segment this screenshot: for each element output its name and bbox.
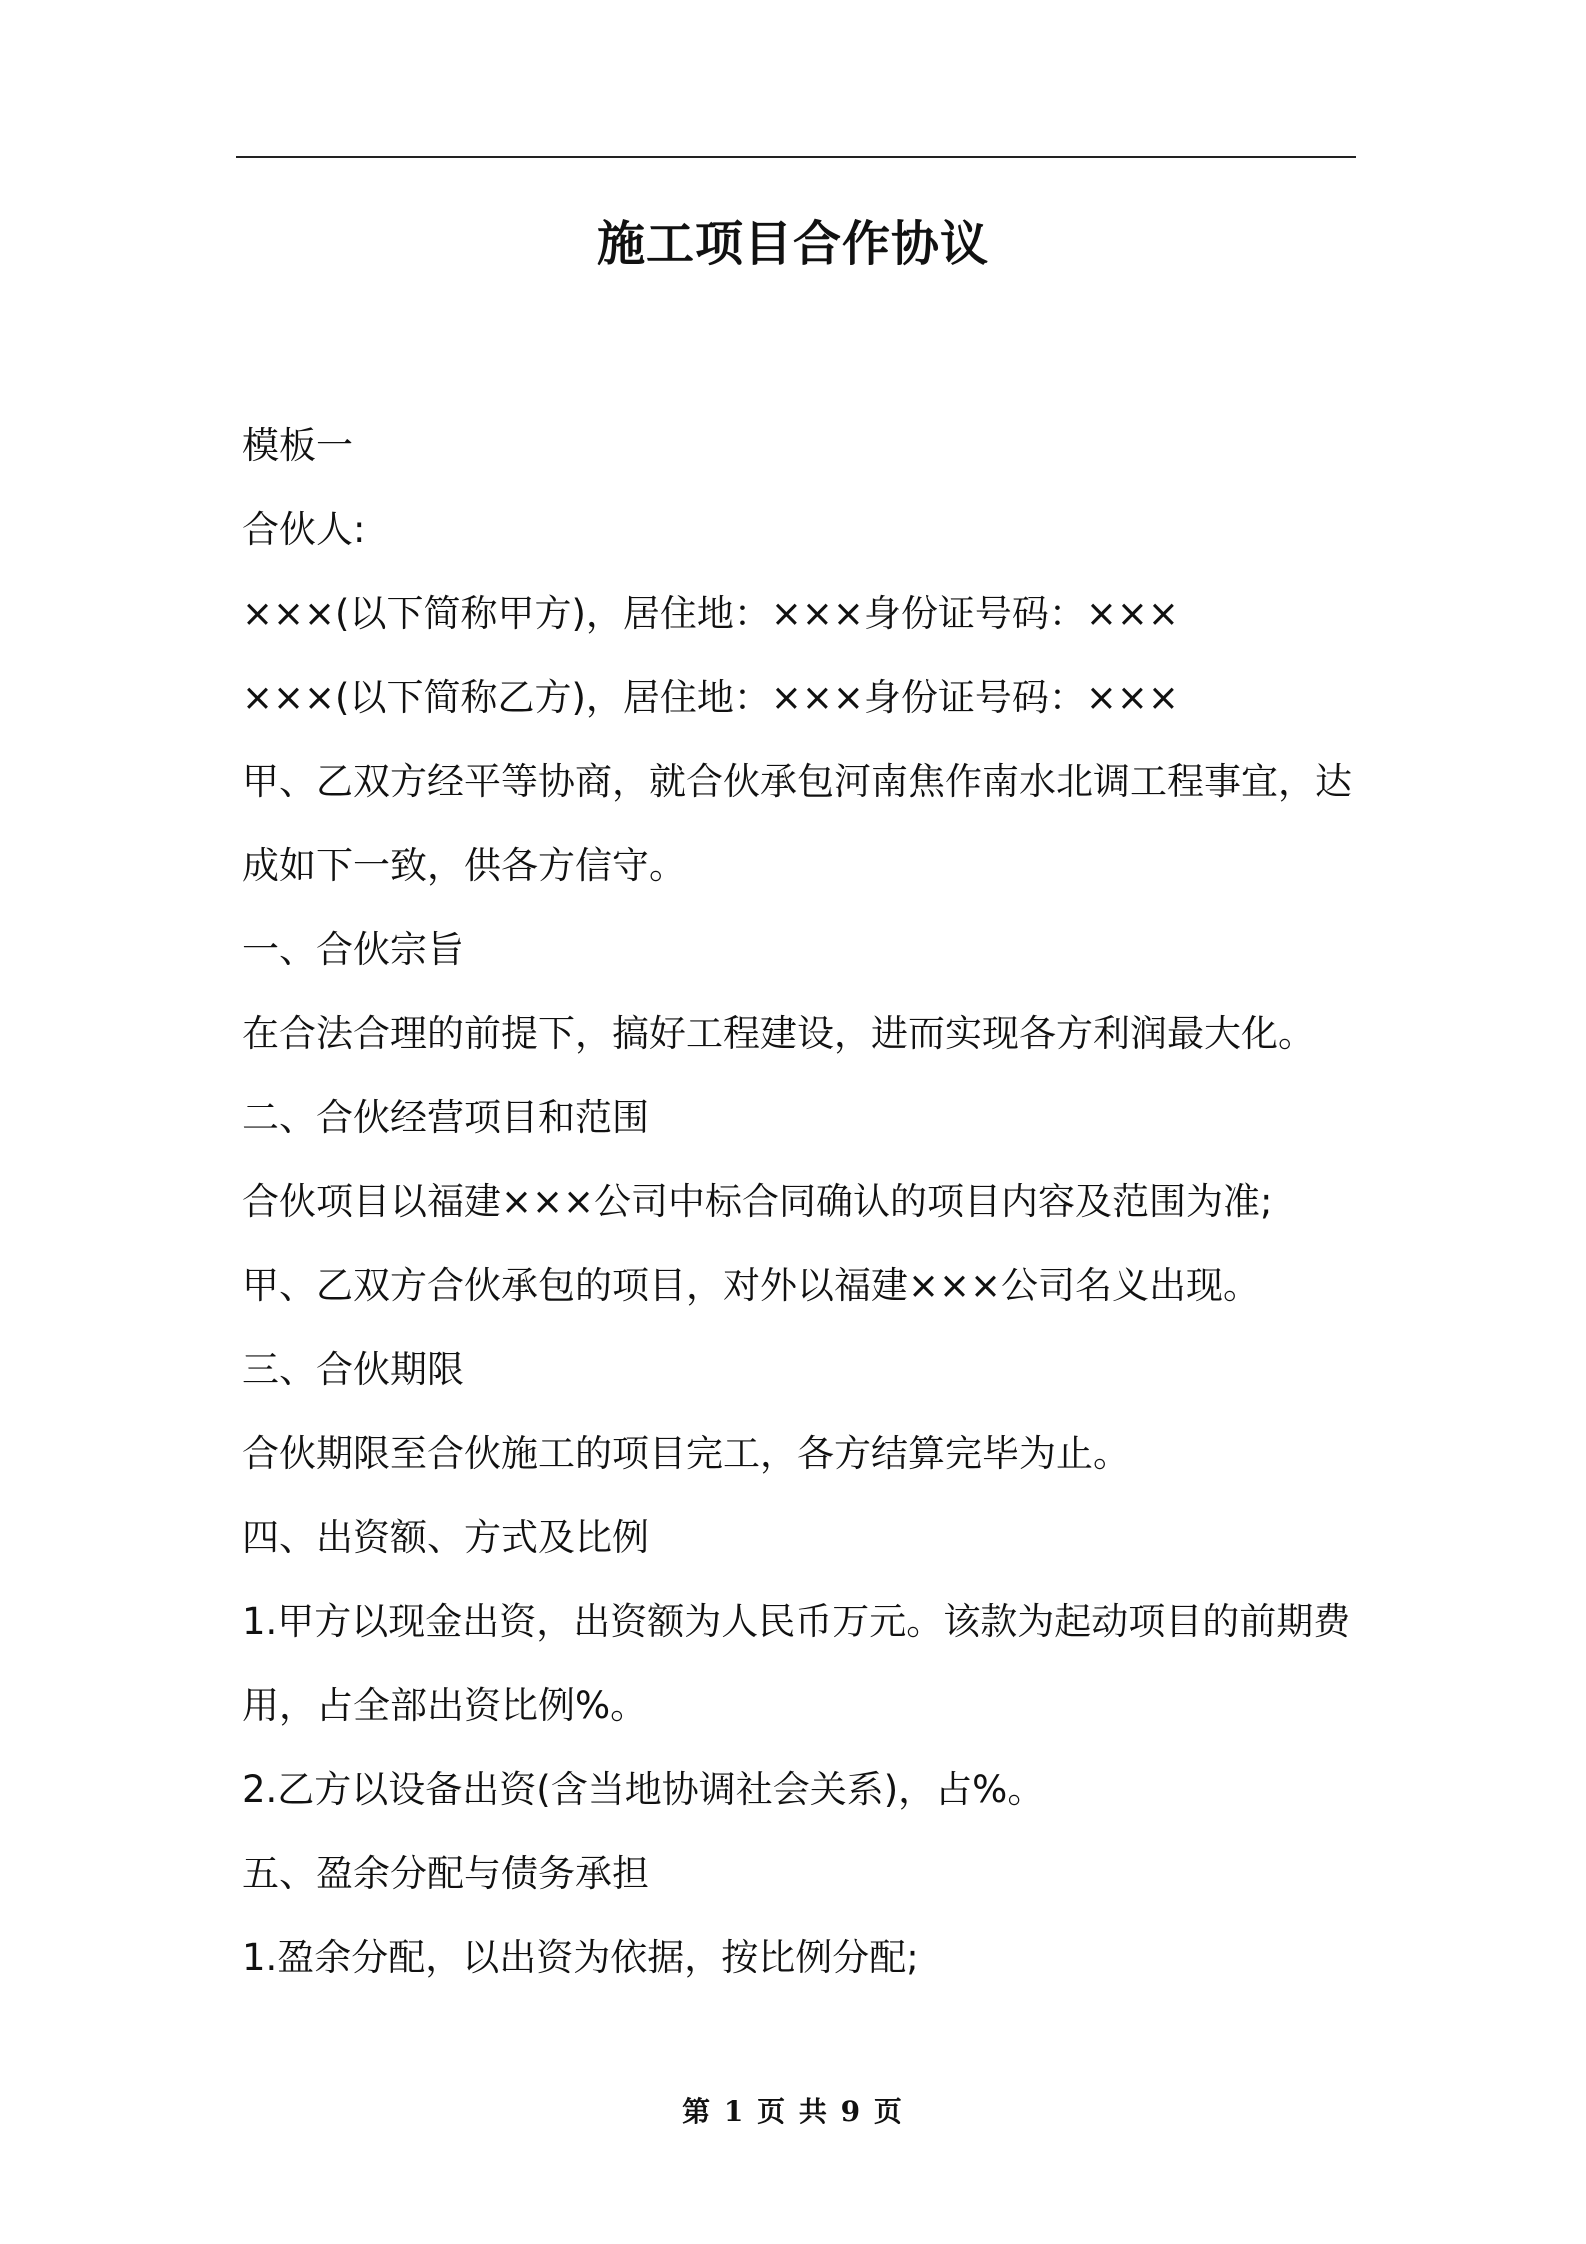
paragraph-line: 合伙项目以福建×××公司中标合同确认的项目内容及范围为准; — [242, 1180, 1273, 1223]
paragraph-line: 2.乙方以设备出资(含当地协调社会关系)，占%。 — [242, 1768, 1045, 1811]
section-heading: 一、合伙宗旨 — [242, 928, 464, 971]
paragraph-line: 用，占全部出资比例%。 — [242, 1684, 648, 1727]
paragraph-line: 甲、乙双方合伙承包的项目，对外以福建×××公司名义出现。 — [242, 1264, 1261, 1307]
template-label: 模板一 — [242, 424, 353, 467]
paragraph-line: 合伙期限至合伙施工的项目完工，各方结算完毕为止。 — [242, 1432, 1130, 1475]
paragraph-line: 1.盈余分配，以出资为依据，按比例分配; — [242, 1936, 919, 1979]
document-title: 施工项目合作协议 — [596, 216, 989, 272]
party-b-line: ×××(以下简称乙方)，居住地：×××身份证号码：××× — [242, 676, 1179, 719]
paragraph-line: 1.甲方以现金出资，出资额为人民币万元。该款为起动项目的前期费 — [242, 1600, 1351, 1643]
paragraph-line: 在合法合理的前提下，搞好工程建设，进而实现各方利润最大化。 — [242, 1012, 1315, 1055]
header-rule — [236, 156, 1356, 158]
party-a-line: ×××(以下简称甲方)，居住地：×××身份证号码：××× — [242, 592, 1179, 635]
preamble-line: 甲、乙双方经平等协商，就合伙承包河南焦作南水北调工程事宜，达 — [242, 760, 1352, 803]
section-heading: 二、合伙经营项目和范围 — [242, 1096, 649, 1139]
document-body — [242, 404, 1362, 2000]
section-heading: 五、盈余分配与债务承担 — [242, 1852, 649, 1895]
partners-label: 合伙人: — [242, 508, 366, 551]
section-heading: 四、出资额、方式及比例 — [242, 1516, 649, 1559]
section-heading: 三、合伙期限 — [242, 1348, 464, 1391]
page-number: 第 1 页 共 9 页 — [682, 2095, 904, 2128]
preamble-line: 成如下一致，供各方信守。 — [242, 844, 686, 887]
